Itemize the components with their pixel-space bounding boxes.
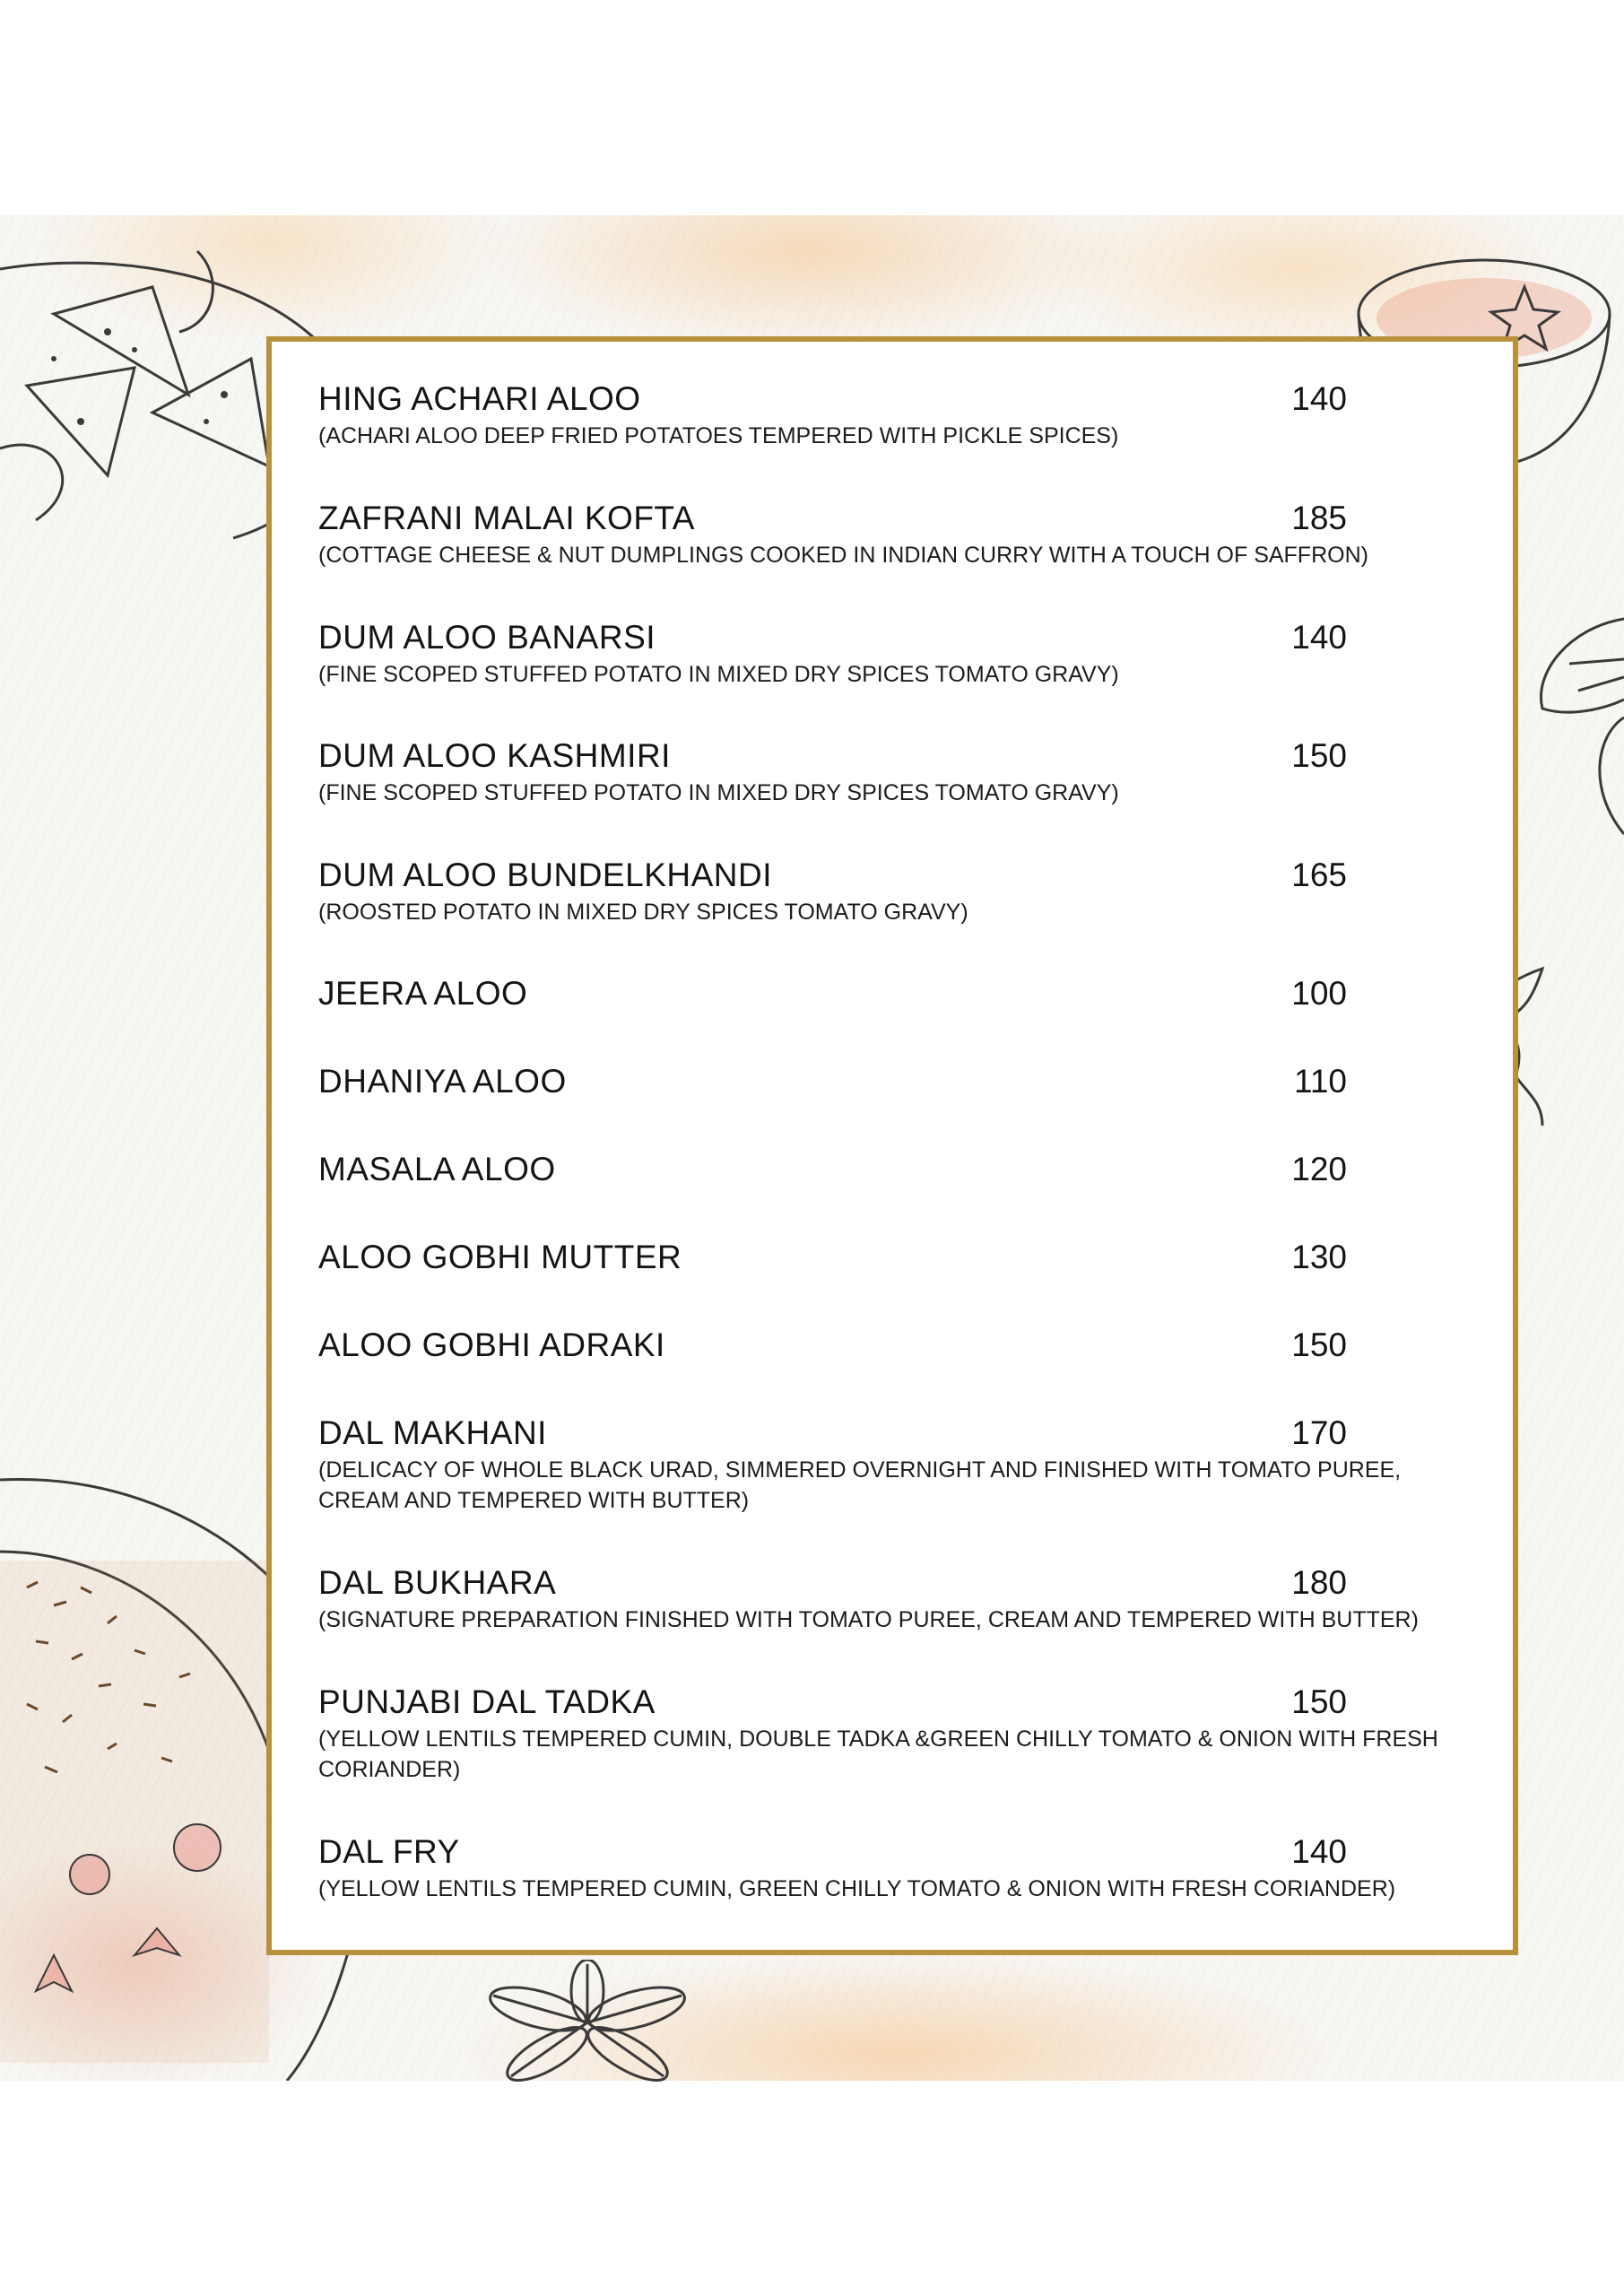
item-name: DUM ALOO BUNDELKHANDI <box>318 857 772 893</box>
item-name: DAL MAKHANI <box>318 1414 547 1451</box>
item-name: ZAFRANI MALAI KOFTA <box>318 500 695 536</box>
menu-item-jeera-aloo <box>318 974 1475 1013</box>
item-description: (YELLOW LENTILS TEMPERED CUMIN, GREEN CHILLY TOMATO & ONION WITH FRESH CORIANDER) <box>318 1876 1396 1901</box>
item-description: (COTTAGE CHEESE & NUT DUMPLINGS COOKED IN INDIAN CURRY WITH A TOUCH OF SAFFRON) <box>318 543 1368 568</box>
item-description: (ACHARI ALOO DEEP FRIED POTATOES TEMPERED WITH PICKLE SPICES) <box>318 423 1119 448</box>
item-name: PUNJABI DAL TADKA <box>318 1683 656 1720</box>
item-name: ALOO GOBHI MUTTER <box>318 1239 682 1275</box>
menu-item-dal-bukhara <box>318 1563 1475 1635</box>
item-name: ALOO GOBHI ADRAKI <box>318 1326 665 1363</box>
item-name: DHANIYA ALOO <box>318 1063 567 1100</box>
item-price: 120 <box>1291 1151 1347 1187</box>
item-price: 130 <box>1291 1239 1347 1275</box>
item-price: 185 <box>1291 500 1347 536</box>
menu-item-dum-aloo-kashmiri <box>318 736 1475 808</box>
item-price: 140 <box>1291 619 1347 656</box>
menu-item-masala-aloo <box>318 1150 1475 1189</box>
menu-item-dal-makhani <box>318 1413 1475 1516</box>
item-price: 140 <box>1291 1833 1347 1870</box>
menu-item-aloo-gobhi-mutter <box>318 1238 1475 1277</box>
item-name: DUM ALOO KASHMIRI <box>318 737 671 774</box>
menu-item-dum-aloo-bundelkhandi <box>318 856 1475 927</box>
menu-item-aloo-gobhi-adraki <box>318 1326 1475 1365</box>
item-description: (FINE SCOPED STUFFED POTATO IN MIXED DRY SPICES TOMATO GRAVY) <box>318 780 1119 805</box>
item-price: 110 <box>1294 1063 1347 1100</box>
item-price: 100 <box>1291 975 1347 1012</box>
item-price: 165 <box>1291 857 1347 893</box>
menu-item-dhaniya-aloo <box>318 1062 1475 1101</box>
item-price: 150 <box>1291 737 1347 774</box>
item-price: 150 <box>1291 1326 1347 1363</box>
item-price: 140 <box>1291 380 1347 417</box>
item-description: (DELICACY OF WHOLE BLACK URAD, SIMMERED OVERNIGHT AND FINISHED WITH TOMATO PUREE, CREAM AND TEMPERED WITH BUTTER) <box>318 1457 1402 1513</box>
item-description: (ROOSTED POTATO IN MIXED DRY SPICES TOMATO GRAVY) <box>318 900 968 925</box>
item-price: 170 <box>1291 1414 1347 1451</box>
item-name: DUM ALOO BANARSI <box>318 619 656 656</box>
lemon-icon <box>1515 610 1624 879</box>
menu-item-zafrani-malai-kofta <box>318 499 1475 570</box>
item-name: MASALA ALOO <box>318 1151 556 1187</box>
item-name: JEERA ALOO <box>318 975 528 1012</box>
menu-item-dum-aloo-banarsi <box>318 618 1475 690</box>
item-name: DAL BUKHARA <box>318 1564 557 1601</box>
star-anise-icon <box>457 1960 717 2085</box>
item-price: 180 <box>1291 1564 1347 1601</box>
item-description: (SIGNATURE PREPARATION FINISHED WITH TOMATO PUREE, CREAM AND TEMPERED WITH BUTTER) <box>318 1607 1419 1632</box>
menu-item-dal-fry <box>318 1832 1475 1904</box>
menu-item-hing-achari-aloo <box>318 379 1475 451</box>
item-name: DAL FRY <box>318 1833 460 1870</box>
item-price: 150 <box>1291 1683 1347 1720</box>
item-description: (FINE SCOPED STUFFED POTATO IN MIXED DRY SPICES TOMATO GRAVY) <box>318 662 1119 687</box>
menu-item-punjabi-dal-tadka <box>318 1683 1475 1785</box>
menu-frame <box>266 336 1518 1955</box>
item-name: HING ACHARI ALOO <box>318 380 641 417</box>
item-description: (YELLOW LENTILS TEMPERED CUMIN, DOUBLE TADKA &GREEN CHILLY TOMATO & ONION WITH FRESH CORIANDER) <box>318 1726 1438 1782</box>
